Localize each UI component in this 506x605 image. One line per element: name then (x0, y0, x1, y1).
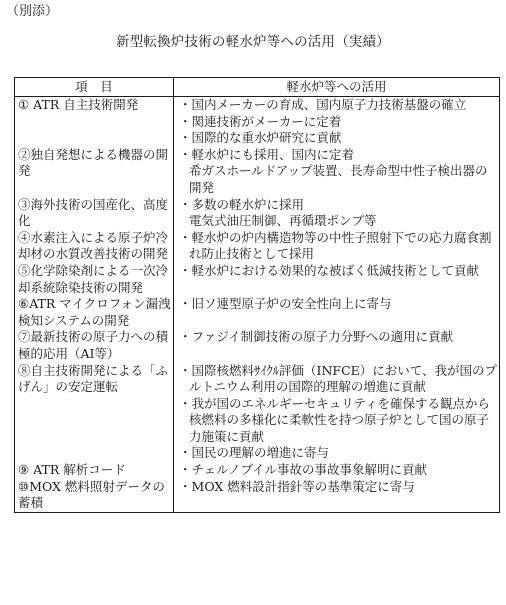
usage-text: 希ガスホールドアップ装置、長寿命型中性子検出器の開発 (189, 163, 488, 195)
item-label: ⑧自主技術開発による「ふげん」の安定運転 (18, 362, 169, 395)
bullet-mark: ・ (179, 445, 192, 461)
usage-text: 国際核燃料ｻｲｸﾙ評価（INFCE）において、我が国のプルトニウム利用の国際的理解の増進に貢献 (189, 362, 498, 395)
item-label: ⑨ ATR 解析コード (18, 462, 126, 478)
usage-entry (177, 445, 499, 462)
usage-entry (177, 263, 499, 280)
attachment-label: （別添） (6, 4, 59, 19)
table-body (15, 97, 500, 513)
bullet-mark: ・ (179, 146, 192, 162)
item-label: ⑩MOX 燃料照射データの蓄積 (18, 478, 165, 511)
table-row (15, 329, 500, 362)
usage-entry (177, 396, 499, 446)
usage-entry (177, 296, 499, 313)
usage-text: 我が国のエネルギーセキュリティを確保する観点から核燃料の多様化に柔軟性を持つ原子炉として国の原子力施策に貢献 (189, 395, 491, 444)
column-header-item: 項 目 (15, 78, 174, 97)
usage-cell (174, 296, 500, 329)
bullet-mark: ・ (179, 130, 192, 146)
usage-entry (177, 363, 499, 396)
item-cell (15, 263, 174, 296)
bullet-mark: ・ (179, 395, 192, 411)
usage-cell (174, 479, 500, 513)
item-label: ⑥ATR マイクロフォン漏洩検知システムの開発 (18, 296, 171, 328)
document-title: 新型転換炉技術の軽水炉等への活用（実績） (116, 34, 390, 50)
item-label: ③海外技術の国産化、高度化 (18, 196, 169, 229)
bullet-mark: ・ (179, 196, 192, 212)
usage-cell (174, 329, 500, 362)
usage-text: 軽水炉における効果的な被ばく低減技術として貢献 (191, 262, 480, 278)
bullet-mark: ・ (179, 329, 192, 345)
table-row (15, 197, 500, 230)
item-label: ① ATR 自主技術開発 (18, 97, 139, 112)
usage-cell (174, 363, 500, 463)
bullet-mark: ・ (179, 296, 192, 312)
table-row (15, 263, 500, 296)
table-row (15, 230, 500, 263)
usage-entry (177, 197, 499, 214)
usage-entry (177, 213, 499, 230)
usage-cell (174, 263, 500, 296)
item-cell (15, 479, 174, 513)
item-cell (15, 462, 174, 479)
bullet-mark: ・ (179, 97, 192, 112)
usage-cell (174, 147, 500, 197)
item-cell (15, 197, 174, 230)
table-header-row (15, 78, 500, 97)
usage-text: MOX 燃料設計指針等の基準策定に寄与 (191, 478, 415, 494)
usage-entry (177, 462, 499, 479)
bullet-mark: ・ (179, 113, 192, 129)
item-label: ⑤化学除染剤による一次冷却系統除染技術の開発 (18, 262, 169, 295)
item-cell (15, 363, 174, 463)
item-label: ④水素注入による原子炉冷却材の水質改善技術の開発 (18, 229, 169, 262)
item-cell (15, 329, 174, 362)
item-cell (15, 230, 174, 263)
usage-text: 軽水炉にも採用、国内に定着 (191, 146, 355, 162)
usage-entry (177, 130, 499, 147)
table-row (15, 97, 500, 147)
bullet-mark: ・ (179, 262, 192, 278)
usage-entry (177, 97, 499, 114)
item-label: ②独自発想による機器の開発 (18, 146, 169, 179)
usage-text: 電気式油圧制御、再循環ポンプ等 (189, 213, 377, 229)
table-row (15, 479, 500, 513)
usage-entry (177, 163, 499, 196)
usage-entry (177, 230, 499, 263)
usage-text: 旧ソ連型原子炉の安全性向上に寄与 (191, 296, 392, 312)
column-header-usage: 軽水炉等への活用 (174, 78, 500, 97)
table-row (15, 296, 500, 329)
usage-text: 国際的な重水炉研究に貢献 (191, 130, 342, 146)
usage-text: 多数の軽水炉に採用 (191, 196, 305, 212)
bullet-mark: ・ (179, 462, 192, 478)
item-label: ⑦最新技術の原子力への積極的応用（AI等） (18, 329, 169, 361)
usage-entry (177, 147, 499, 164)
usage-text: 国内メーカーの育成、国内原子力技術基盤の確立 (191, 97, 467, 112)
table-row (15, 147, 500, 197)
item-cell (15, 296, 174, 329)
usage-entry (177, 479, 499, 496)
bullet-mark: ・ (179, 478, 192, 494)
item-cell (15, 147, 174, 197)
table-row (15, 462, 500, 479)
usage-entry (177, 329, 499, 346)
utilization-table (14, 77, 500, 513)
usage-text: 関連技術がメーカーに定着 (191, 113, 342, 129)
usage-entry (177, 114, 499, 131)
usage-cell (174, 230, 500, 263)
usage-text: ファジイ制御技術の原子力分野への適用に貢献 (191, 329, 454, 345)
bullet-mark: ・ (179, 362, 192, 378)
usage-cell (174, 97, 500, 147)
item-cell (15, 97, 174, 147)
usage-text: チェルノブイル事故の事故事象解明に貢献 (191, 462, 428, 478)
usage-cell (174, 462, 500, 479)
bullet-mark: ・ (179, 229, 192, 245)
table-row (15, 363, 500, 463)
usage-text: 軽水炉の炉内構造物等の中性子照射下での応力腐食割れ防止技術として採用 (189, 229, 492, 262)
usage-cell (174, 197, 500, 230)
usage-text: 国民の理解の増進に寄与 (191, 445, 330, 461)
